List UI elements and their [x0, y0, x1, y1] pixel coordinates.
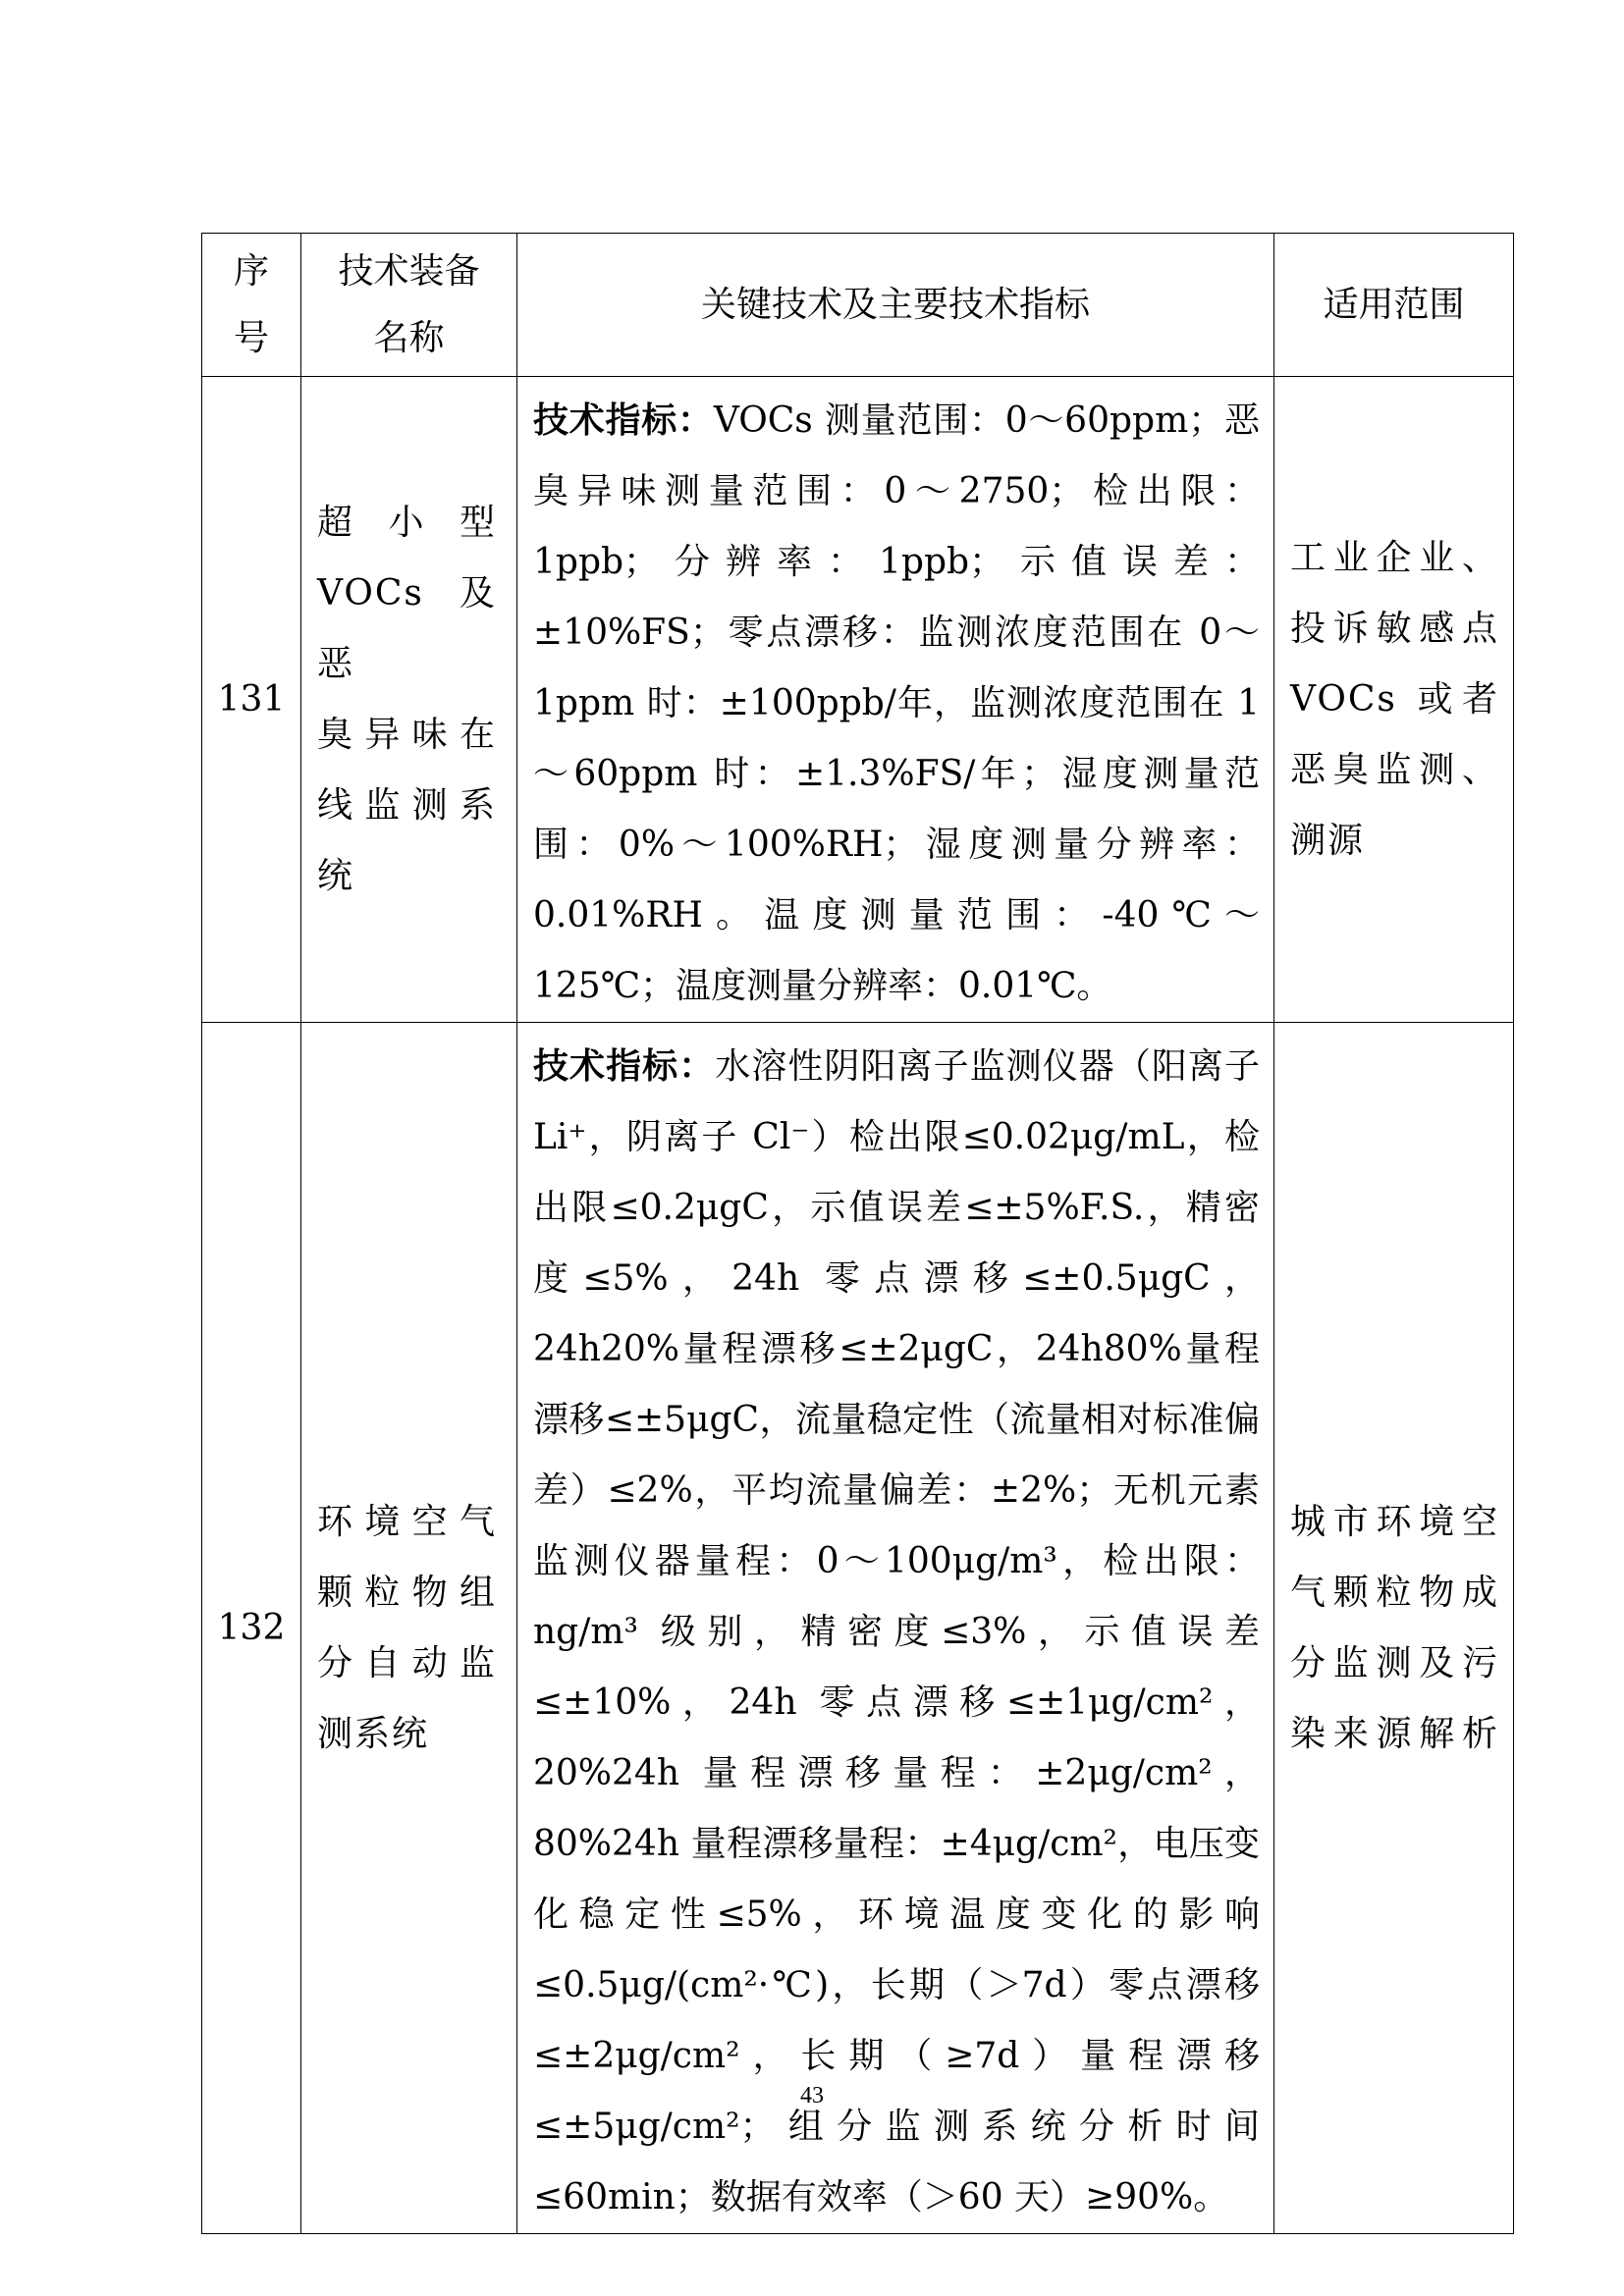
- row-equipment-name: 环境空气 颗粒物组 分自动监 测系统: [301, 1023, 517, 2234]
- row-spec: [517, 1023, 1274, 2234]
- table-header-row: [202, 234, 1514, 377]
- header-spec: 关键技术及主要技术指标: [517, 234, 1274, 377]
- equipment-table: [201, 233, 1514, 2234]
- row-seq: 132: [202, 1023, 301, 2234]
- page-number: 43: [800, 2083, 824, 2109]
- header-seq: 序 号: [202, 234, 301, 377]
- row-scope: 城市环境空 气颗粒物成 分监测及污 染来源解析: [1274, 1023, 1514, 2234]
- table-row: [202, 1023, 1514, 2234]
- spec-label: 技术指标：: [533, 1045, 716, 1087]
- row-scope: 工业企业、 投诉敏感点 VOCs 或者 恶臭监测、 溯源: [1274, 377, 1514, 1023]
- header-scope: 适用范围: [1274, 234, 1514, 377]
- table-row: [202, 377, 1514, 1023]
- header-name: 技术装备 名称: [301, 234, 517, 377]
- row-spec: [517, 377, 1274, 1023]
- spec-label: 技术指标：: [533, 400, 714, 441]
- row-equipment-name: 超 小 型 VOCs 及恶 臭异味在 线监测系 统: [301, 377, 517, 1023]
- row-seq: 131: [202, 377, 301, 1023]
- spec-text: VOCs 测量范围：0～60ppm；恶臭异味测量范围：0～2750；检出限：1ppb；分辨率：1ppb；示值误差：±10%FS；零点漂移：监测浓度范围在 0～1ppm 时：±100ppb/年，监测浓度范围在 1～60ppm 时：±1.3%FS/年；湿度测量范围：0%～100%RH；湿度测量分辨率：0.01%RH。温度测量范围：-40℃～125℃；温度测量分辨率：0.01℃。: [533, 400, 1260, 1006]
- spec-text: 水溶性阴阳离子监测仪器（阳离子 Li⁺，阴离子 Cl⁻）检出限≤0.02μg/mL，检出限≤0.2μgC，示值误差≤±5%F.S.，精密度≤5%，24h 零点漂移≤±0.5μgC，24h20%量程漂移≤±2μgC，24h80%量程漂移≤±5μgC，流量稳定性（流量相对标准偏差）≤2%，平均流量偏差：±2%；无机元素监测仪器量程：0～100μg/m³，检出限：ng/m³ 级别，精密度≤3%，示值误差≤±10%，24h 零点漂移≤±1μg/cm²，20%24h 量程漂移量程：±2μg/cm²，80%24h 量程漂移量程：±4μg/cm²，电压变化稳定性≤5%，环境温度变化的影响≤0.5μg/(cm²·℃)，长期（＞7d）零点漂移≤±2μg/cm²，长期（≥7d）量程漂移≤±5μg/cm²；组分监测系统分析时间≤60min；数据有效率（＞60 天）≥90%。: [533, 1046, 1260, 2217]
